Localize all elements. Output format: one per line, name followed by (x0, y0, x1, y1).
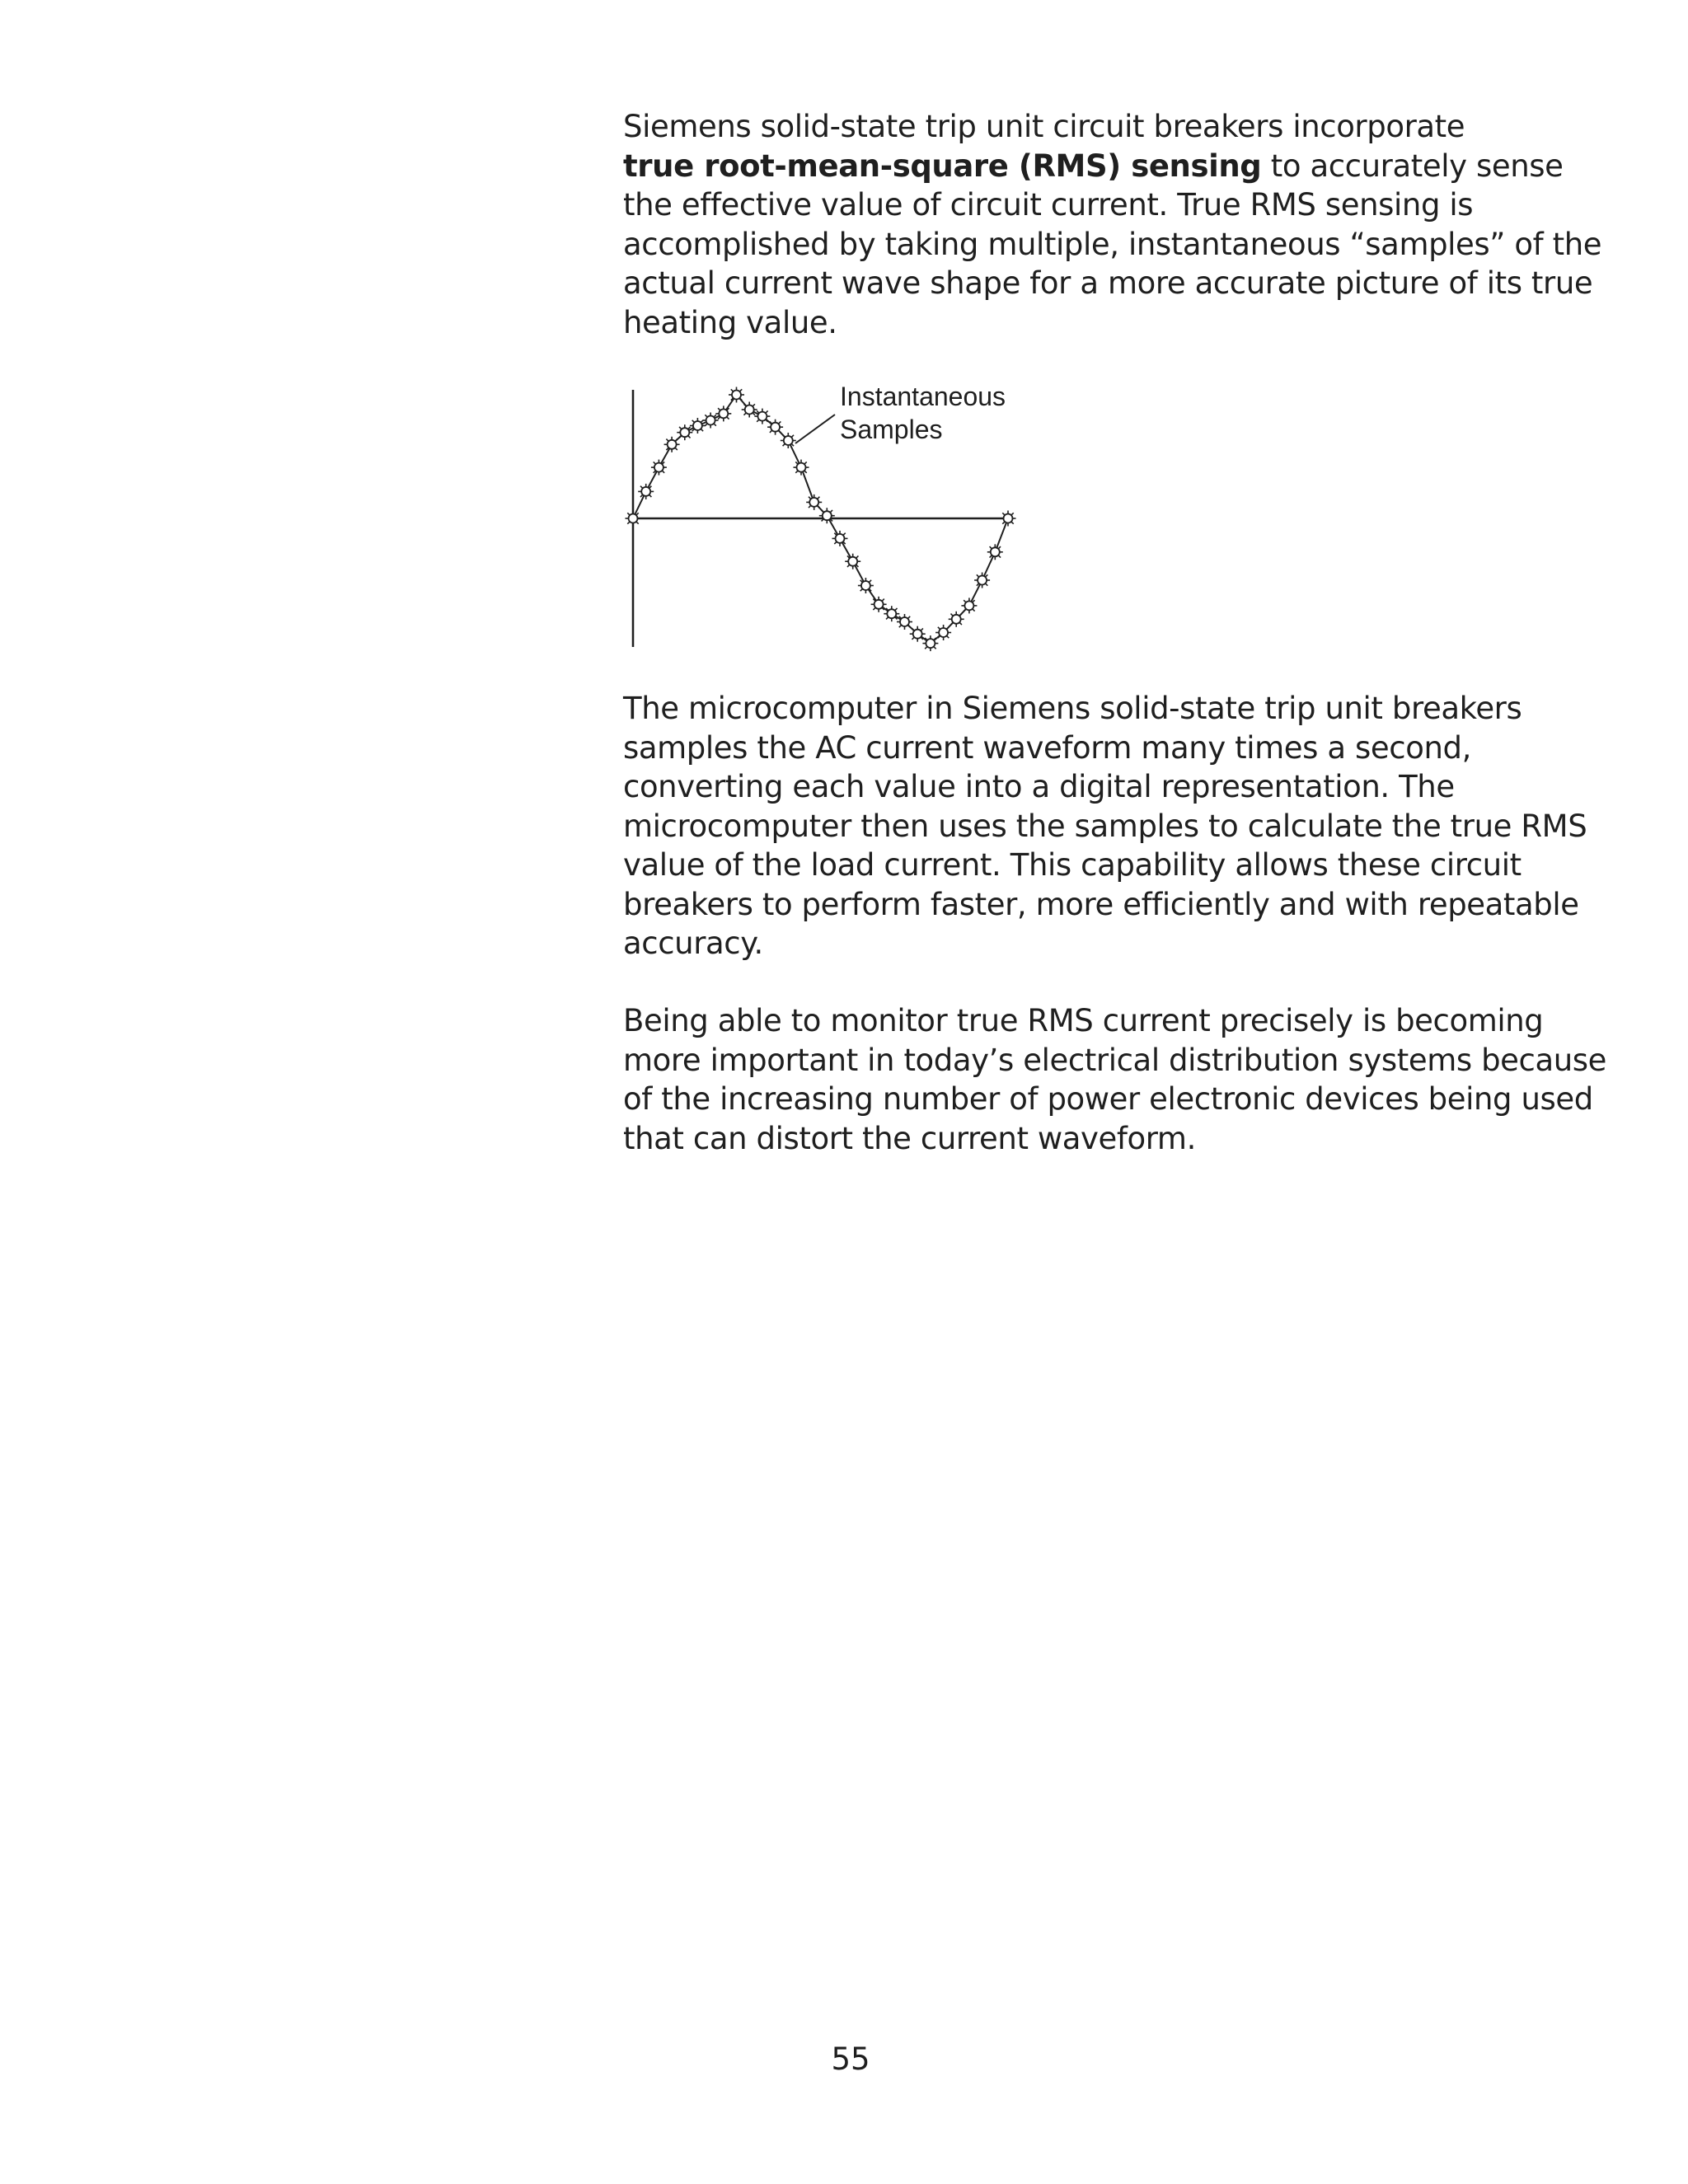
sample-marker (754, 409, 770, 424)
sample-marker (1001, 511, 1016, 527)
text-line: that can distort the current waveform. (623, 1120, 1196, 1156)
sample-marker (819, 508, 835, 523)
bold-term-rms-sensing: true root-mean-square (RMS) sensing (623, 148, 1262, 184)
sample-marker (638, 484, 654, 499)
text-line: accuracy. (623, 926, 763, 961)
waveform-diagram (614, 375, 1026, 659)
sample-marker (987, 544, 1003, 560)
label-instantaneous: Instantaneous (840, 382, 1006, 411)
sample-marker (703, 413, 719, 429)
text-line (623, 147, 1571, 186)
text-line: heating value. (623, 304, 837, 340)
text-line: Siemens solid-state trip unit circuit breakers incorporate (623, 109, 1465, 144)
sample-marker (715, 405, 731, 421)
text-line: value of the load current. This capability allows these circuit (623, 847, 1522, 883)
text-line: accomplished by taking multiple, instantaneous “samples” of the (623, 226, 1602, 262)
text-line: microcomputer then uses the samples to calculate the true RMS (623, 808, 1587, 844)
paragraph-microcomputer (623, 689, 1587, 963)
sampled-waveform-figure (614, 375, 1026, 659)
sample-marker (742, 402, 757, 418)
label-samples: Samples (840, 415, 943, 444)
sample-marker (935, 625, 951, 640)
sample-marker (974, 573, 990, 588)
sample-marker (845, 554, 860, 569)
sample-marker (871, 597, 887, 612)
text-line: the effective value of circuit current. True RMS sensing is (623, 187, 1474, 223)
sample-marker (781, 433, 796, 448)
sample-marker (794, 460, 809, 476)
text-line: breakers to perform faster, more efficiently and with repeatable (623, 886, 1579, 922)
text-line-rest: to accurately sense (1261, 148, 1564, 184)
sample-marker (806, 494, 822, 510)
sample-marker (884, 606, 899, 621)
sample-marker (664, 437, 680, 452)
sample-marker (910, 626, 926, 642)
sample-marker (626, 511, 641, 527)
sample-marker (922, 635, 938, 651)
page-number: 55 (831, 2041, 870, 2077)
sample-marker (832, 531, 848, 546)
sample-marker (767, 419, 783, 435)
text-line: of the increasing number of power electronic devices being used (623, 1081, 1593, 1117)
text-line: samples the AC current waveform many times a second, (623, 729, 1471, 766)
sample-marker (897, 614, 912, 630)
text-line: more important in today’s electrical distribution systems because (623, 1042, 1607, 1078)
text-line: Being able to monitor true RMS current precisely is becoming (623, 1003, 1544, 1038)
sample-marker (729, 387, 744, 403)
sample-marker (651, 460, 667, 476)
paragraph-monitoring-importance (623, 1001, 1607, 1158)
label-leader-line (795, 415, 835, 443)
sample-marker (961, 598, 977, 613)
text-line: actual current wave shape for a more accurate picture of its true (623, 265, 1593, 301)
sample-marker (949, 612, 964, 627)
text-line: converting each value into a digital representation. The (623, 769, 1455, 804)
paragraph-rms-sensing (623, 107, 1602, 342)
sample-marker (858, 578, 874, 593)
text-line: The microcomputer in Siemens solid-state trip unit breakers (623, 691, 1522, 726)
sample-marker (677, 424, 692, 440)
